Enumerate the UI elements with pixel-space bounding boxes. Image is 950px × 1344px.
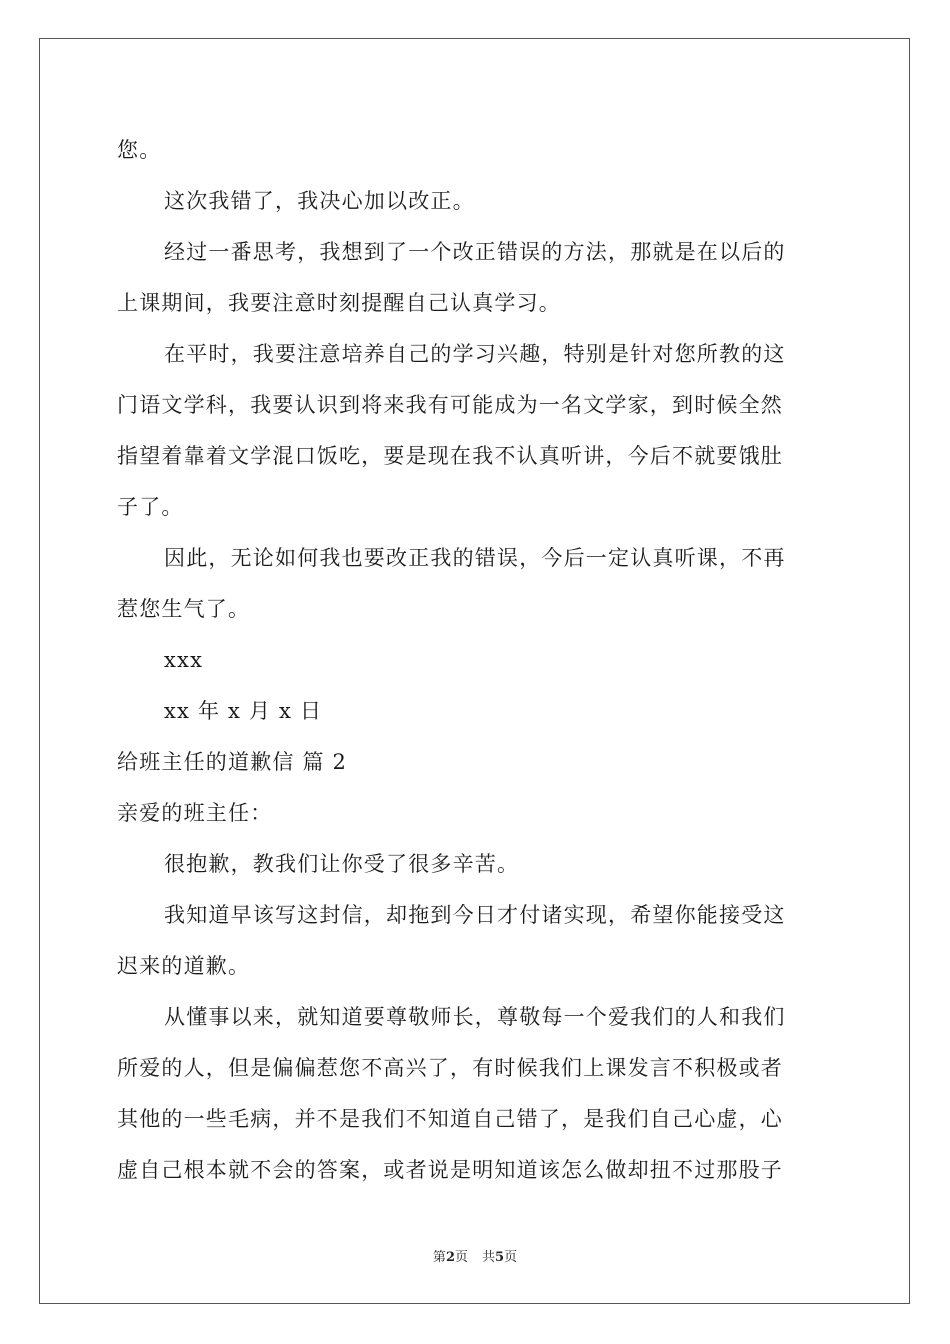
current-page-number: 2: [445, 1250, 455, 1265]
text-line: 子了。: [117, 495, 184, 519]
total-unit: 页: [504, 1250, 518, 1265]
document-body: [117, 125, 835, 1196]
text-line: 门语文学科，我要认识到将来我有可能成为一名文学家，到时候全然: [117, 393, 783, 417]
text-line: 在平时，我要注意培养自己的学习兴趣，特别是针对您所教的这: [164, 342, 786, 366]
text-line: 从懂事以来，就知道要尊敬师长，尊敬每一个爱我们的人和我们: [164, 1005, 786, 1029]
text-line: 上课期间，我要注意时刻提醒自己认真学习。: [117, 291, 561, 315]
text-line: 虚自己根本就不会的答案，或者说是明知道该怎么做却扭不过那股子: [117, 1158, 783, 1182]
text-line: 经过一番思考，我想到了一个改正错误的方法，那就是在以后的: [164, 240, 786, 264]
text-line: 这次我错了，我决心加以改正。: [164, 189, 475, 213]
text-line: 因此，无论如何我也要改正我的错误，今后一定认真听课，不再: [164, 546, 786, 570]
text-line: 惹您生气了。: [117, 597, 251, 621]
page-unit: 页: [454, 1250, 468, 1265]
page-footer: [0, 1246, 950, 1265]
text-line: 迟来的道歉。: [117, 954, 251, 978]
total-page-number: 5: [495, 1250, 505, 1265]
total-prefix: 共: [482, 1250, 496, 1265]
signature-date: xx 年 x 月 x 日: [164, 699, 323, 723]
section-heading: 给班主任的道歉信 篇 2: [117, 750, 348, 774]
signature-name: xxx: [164, 648, 204, 672]
text-line: 我知道早该写这封信，却拖到今日才付诸实现，希望你能接受这: [164, 903, 786, 927]
salutation: 亲爱的班主任：: [117, 801, 273, 825]
text-line: 您。: [117, 138, 162, 162]
text-line: 很抱歉，教我们让你受了很多辛苦。: [164, 852, 520, 876]
text-line: 指望着靠着文学混口饭吃，要是现在我不认真听讲，今后不就要饿肚: [117, 444, 783, 468]
text-line: 其他的一些毛病，并不是我们不知道自己错了，是我们自己心虚，心: [117, 1107, 783, 1131]
page-prefix: 第: [432, 1250, 446, 1265]
text-line: 所爱的人，但是偏偏惹您不高兴了，有时候我们上课发言不积极或者: [117, 1056, 783, 1080]
